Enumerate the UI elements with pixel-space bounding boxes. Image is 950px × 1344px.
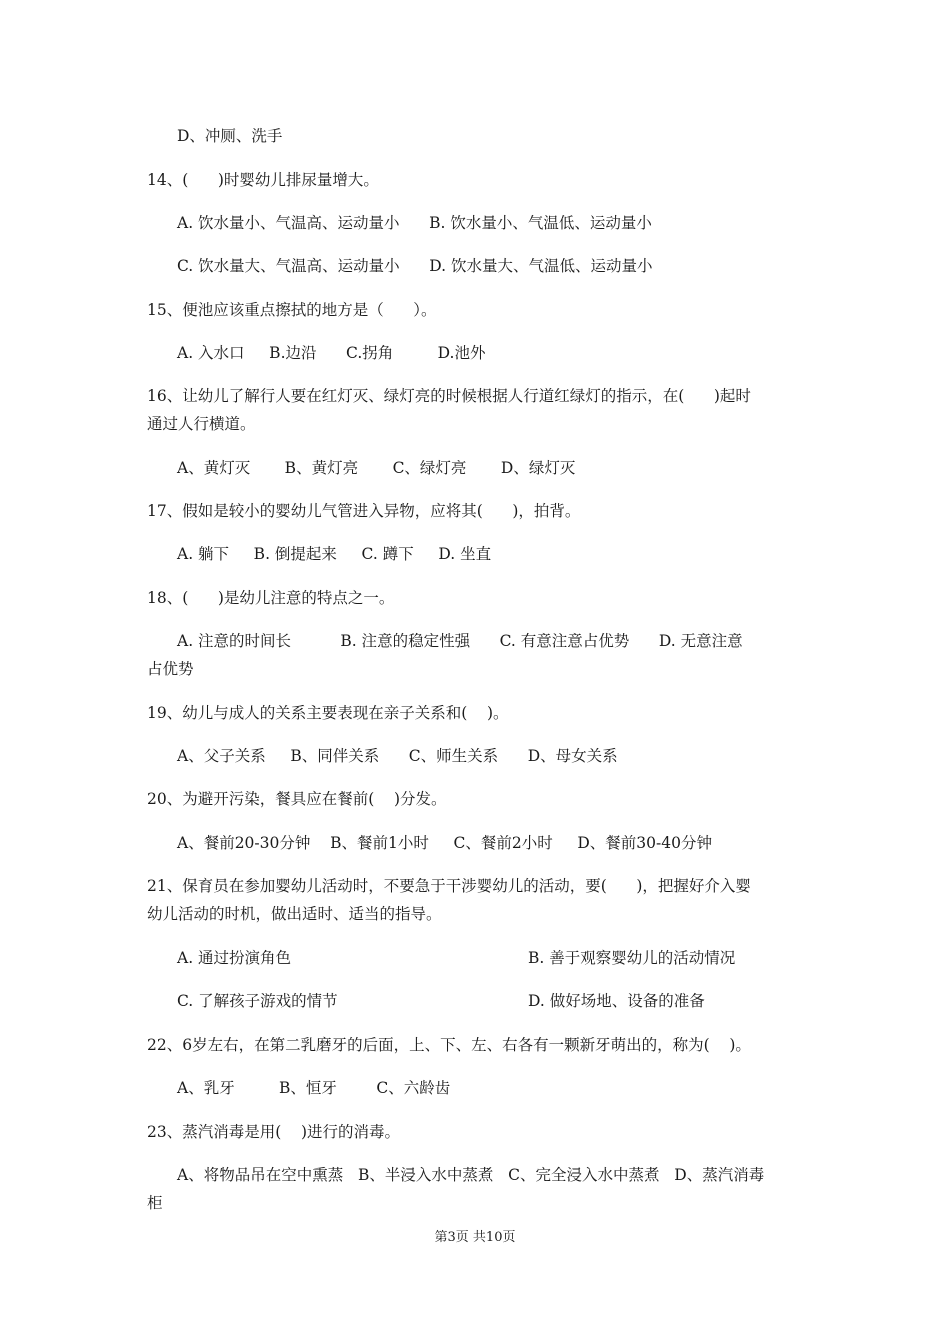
question-16: 16、让幼儿了解行人要在红灯灭、绿灯亮的时候根据人行道红绿灯的指示，在( )起时 bbox=[147, 387, 751, 405]
option-line: A. 入水口 B.边沿 C.拐角 D.池外 bbox=[177, 344, 486, 362]
question-17: 17、假如是较小的婴幼儿气管进入异物，应将其( )，拍背。 bbox=[147, 502, 581, 520]
option-line: A. 躺下 B. 倒提起来 C. 蹲下 D. 坐直 bbox=[177, 545, 492, 563]
option-line: A、黄灯灭 B、黄灯亮 C、绿灯亮 D、绿灯灭 bbox=[177, 459, 576, 477]
question-16-continued: 通过人行横道。 bbox=[147, 415, 256, 433]
option-b: B. 善于观察婴幼儿的活动情况 bbox=[528, 949, 736, 967]
option-line: C. 饮水量大、气温高、运动量小 D. 饮水量大、气温低、运动量小 bbox=[177, 257, 653, 275]
question-23: 23、蒸汽消毒是用( )进行的消毒。 bbox=[147, 1123, 401, 1141]
question-14: 14、( )时婴幼儿排尿量增大。 bbox=[147, 171, 379, 189]
question-21: 21、保育员在参加婴幼儿活动时，不要急于干涉婴幼儿的活动，要( )，把握好介入婴 bbox=[147, 877, 751, 895]
option-c: C. 了解孩子游戏的情节 bbox=[177, 992, 338, 1010]
option-a: A. 通过扮演角色 bbox=[177, 949, 292, 967]
question-21-continued: 幼儿活动的时机，做出适时、适当的指导。 bbox=[147, 905, 442, 923]
question-18: 18、( )是幼儿注意的特点之一。 bbox=[147, 589, 395, 607]
option-line: A. 注意的时间长 B. 注意的稳定性强 C. 有意注意占优势 D. 无意注意 bbox=[177, 632, 743, 650]
question-15: 15、便池应该重点擦拭的地方是（ ）。 bbox=[147, 301, 437, 319]
question-19: 19、幼儿与成人的关系主要表现在亲子关系和( )。 bbox=[147, 704, 509, 722]
option-line: A. 饮水量小、气温高、运动量小 B. 饮水量小、气温低、运动量小 bbox=[177, 214, 652, 232]
question-22: 22、6岁左右，在第二乳磨牙的后面，上、下、左、右各有一颗新牙萌出的，称为( )。 bbox=[147, 1036, 751, 1054]
option-line-continued: 柜 bbox=[147, 1194, 163, 1212]
page-footer: 第3页 共10页 bbox=[434, 1230, 516, 1245]
option-line: A、餐前20-30分钟 B、餐前1小时 C、餐前2小时 D、餐前30-40分钟 bbox=[177, 834, 712, 852]
option-line: A、将物品吊在空中熏蒸 B、半浸入水中蒸煮 C、完全浸入水中蒸煮 D、蒸汽消毒 bbox=[177, 1166, 765, 1184]
option-line: A、父子关系 B、同伴关系 C、师生关系 D、母女关系 bbox=[177, 747, 618, 765]
question-20: 20、为避开污染，餐具应在餐前( )分发。 bbox=[147, 790, 447, 808]
option-line: A、乳牙 B、恒牙 C、六龄齿 bbox=[177, 1079, 451, 1097]
option-d: D. 做好场地、设备的准备 bbox=[528, 992, 705, 1010]
option-line-continued: 占优势 bbox=[147, 660, 194, 678]
option-line: D、冲厕、洗手 bbox=[177, 127, 283, 145]
